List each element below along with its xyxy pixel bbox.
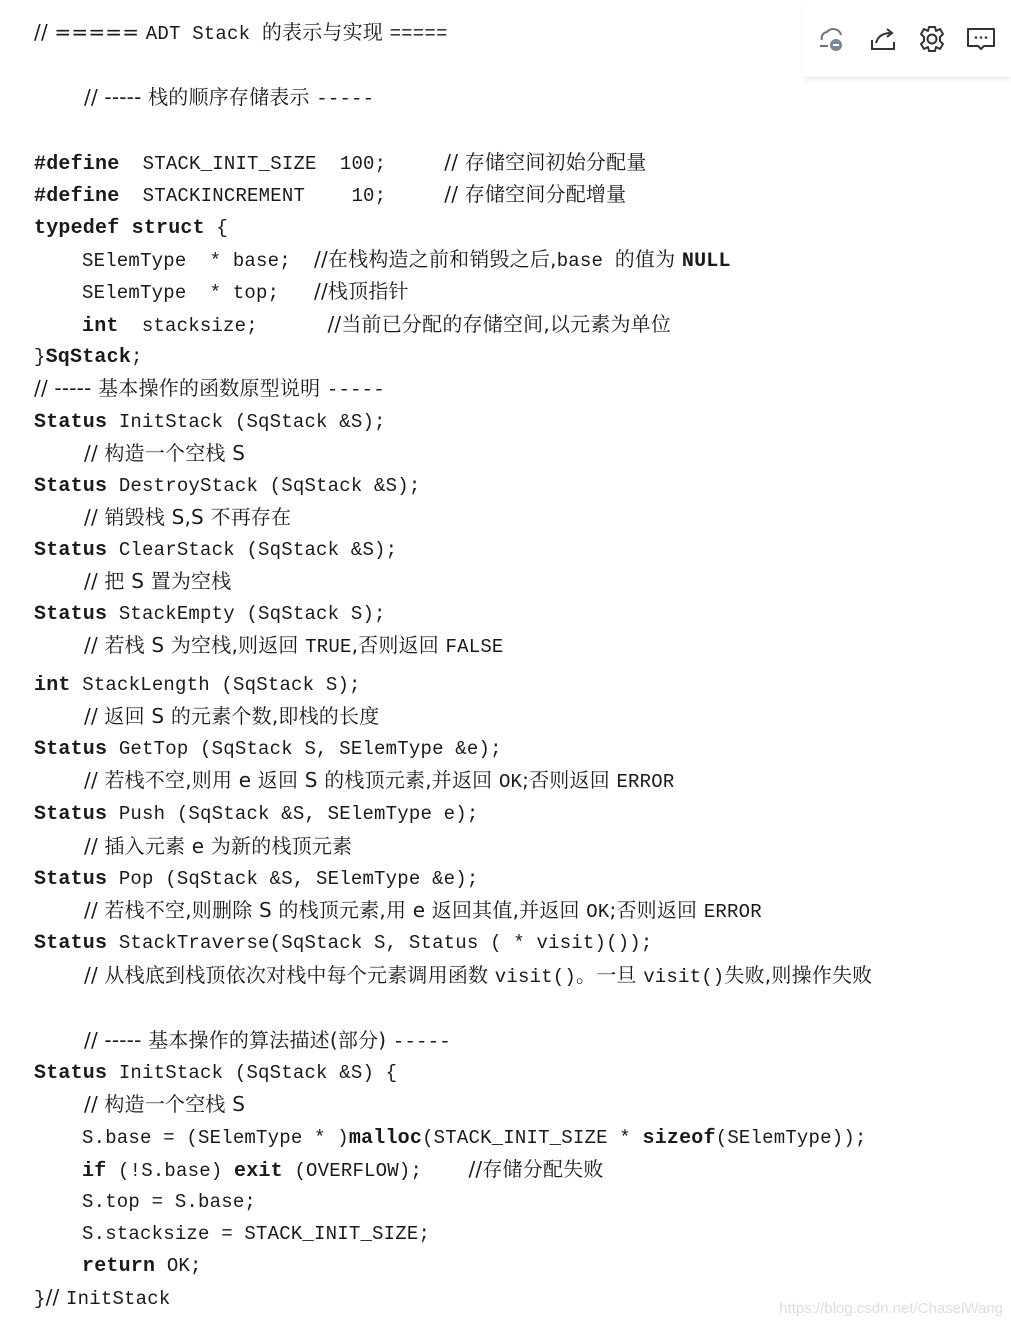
keyword-text: return <box>82 1255 156 1278</box>
comment-text: //当前已分配的存储空间,以元素为单位 <box>327 312 672 336</box>
code-line <box>34 866 478 892</box>
keyword-text: Status <box>34 803 108 826</box>
comment-text: ,否则返回 <box>351 633 446 657</box>
comment-text: //在栈构造之前和销毁之后, <box>314 247 557 271</box>
code-text: ----- <box>316 88 375 110</box>
code-text: GetTop (SqStack S, SElemType &e); <box>107 738 502 760</box>
keyword-text: Status <box>34 1062 108 1085</box>
comment-text: // 若栈不空,则删除 S 的栈顶元素,用 e 返回其值,并返回 <box>84 898 587 922</box>
code-line <box>84 898 762 924</box>
code-text: InitStack <box>66 1288 171 1310</box>
code-text: StackTraverse(SqStack S, Status ( * visit)()); <box>107 932 653 954</box>
code-line <box>34 150 647 177</box>
keyword-text: typedef struct <box>34 217 205 240</box>
code-line <box>84 441 245 466</box>
keyword-text: Status <box>34 738 108 761</box>
comment-text: // 返回 S 的元素个数,即栈的长度 <box>84 704 380 728</box>
code-text: (SElemType)); <box>715 1127 867 1149</box>
keyword-text: #define <box>34 185 120 208</box>
code-text: ----- <box>392 1031 451 1053</box>
code-text: ----- <box>326 379 385 401</box>
code-line <box>34 801 478 827</box>
code-text: InitStack (SqStack &S) { <box>107 1062 398 1084</box>
code-text: } <box>34 346 46 368</box>
code-text: STACK_INIT_SIZE 100; <box>119 153 445 175</box>
comment-text: 的值为 <box>614 247 682 271</box>
code-line <box>34 344 143 370</box>
code-line <box>84 1028 451 1054</box>
comment-text: // 构造一个空栈 S <box>84 441 246 465</box>
code-text: base <box>556 250 615 272</box>
code-line <box>84 768 674 794</box>
code-text: S.stacksize = STACK_INIT_SIZE; <box>82 1223 431 1245</box>
code-text: S.base = (SElemType * ) <box>82 1127 349 1149</box>
comment-text: 失败,则操作失败 <box>724 963 873 987</box>
code-text: S.top = S.base; <box>82 1191 257 1213</box>
code-text: ERROR <box>616 771 675 793</box>
keyword-text: exit <box>234 1160 283 1183</box>
code-text: } <box>34 1288 46 1310</box>
keyword-text: malloc <box>348 1127 423 1150</box>
code-line <box>34 1285 170 1311</box>
comment-text: 的表示与实现 <box>261 20 390 44</box>
code-text: ADT Stack <box>145 23 262 45</box>
comment-text: // 插入元素 e 为新的栈顶元素 <box>84 834 353 858</box>
code-line <box>34 930 653 956</box>
code-line <box>34 473 420 499</box>
comment-text: // ----- <box>34 376 99 400</box>
code-line <box>82 1189 256 1214</box>
comment-text: // 存储空间分配增量 <box>444 182 627 206</box>
code-text: (OVERFLOW); <box>282 1160 469 1182</box>
code-text: FALSE <box>445 636 504 658</box>
code-line <box>84 704 379 729</box>
comment-text: ;否则返回 <box>522 768 617 792</box>
comment-text: 。一旦 <box>576 963 644 987</box>
comment-text: // 从栈底到栈顶依次对栈中每个元素调用函数 <box>84 963 495 987</box>
code-line <box>34 537 397 563</box>
comment-text: 基本操作的函数原型说明 <box>98 376 327 400</box>
keyword-text: if <box>82 1160 107 1183</box>
code-line <box>34 736 502 762</box>
comment-text: // 若栈 S 为空栈,则返回 <box>84 633 306 657</box>
code-text: SElemType * top; <box>82 282 315 304</box>
code-line <box>34 215 228 241</box>
code-line <box>84 569 231 594</box>
keyword-text: Status <box>34 539 108 562</box>
code-line <box>34 20 448 46</box>
keyword-text: int <box>82 315 119 338</box>
keyword-text: Status <box>34 411 108 434</box>
comment-text: // ===== <box>34 20 146 44</box>
code-text: stacksize; <box>118 315 328 337</box>
code-text: SElemType * base; <box>82 250 315 272</box>
code-text: ===== <box>389 23 448 45</box>
code-line <box>84 963 872 989</box>
comment-text: // <box>45 1285 67 1309</box>
code-text: visit() <box>643 966 725 988</box>
keyword-text: NULL <box>681 250 731 273</box>
keyword-text: Status <box>34 932 108 955</box>
code-text: OK <box>586 901 610 923</box>
keyword-text: #define <box>34 153 120 176</box>
comment-text: //栈顶指针 <box>314 279 409 303</box>
code-text: OK <box>498 771 523 793</box>
code-line <box>82 312 671 339</box>
code-line <box>84 505 291 530</box>
code-text: StackEmpty (SqStack S); <box>107 603 386 625</box>
code-text: ; <box>131 346 143 368</box>
code-line <box>84 834 352 859</box>
comment-text: // 把 S 置为空栈 <box>84 569 232 593</box>
comment-text: // 构造一个空栈 S <box>84 1092 246 1116</box>
code-text: InitStack (SqStack &S); <box>107 411 386 433</box>
cloud-offline-icon <box>818 23 850 55</box>
code-line <box>84 1092 245 1117</box>
code-text: ClearStack (SqStack &S); <box>107 539 398 561</box>
code-line <box>34 409 386 435</box>
comment-text: // ----- <box>84 1028 149 1052</box>
comment-text: 基本操作的算法描述(部分) <box>148 1028 393 1052</box>
gear-icon <box>916 23 948 55</box>
code-line <box>34 1060 397 1086</box>
code-text: visit() <box>494 966 577 988</box>
code-text: DestroyStack (SqStack &S); <box>107 475 421 497</box>
code-line <box>82 1253 202 1279</box>
code-text: Push (SqStack &S, SElemType e); <box>107 803 479 825</box>
keyword-text: SqStack <box>45 346 132 369</box>
code-text: ERROR <box>703 901 762 923</box>
cloud-sync-button[interactable] <box>816 21 852 57</box>
share-button[interactable] <box>865 21 901 57</box>
comments-button[interactable] <box>963 21 999 57</box>
code-text: (!S.base) <box>106 1160 235 1182</box>
code-line <box>84 633 504 659</box>
settings-button[interactable] <box>914 21 950 57</box>
code-line <box>34 182 626 209</box>
code-line <box>82 1221 430 1246</box>
comment-text: // 销毁栈 S,S 不再存在 <box>84 505 292 529</box>
code-line <box>84 85 374 111</box>
code-text: OK; <box>155 1255 202 1277</box>
floating-toolbar <box>803 0 1011 78</box>
comment-text: // ----- <box>84 85 149 109</box>
code-text: StackLength (SqStack S); <box>70 674 361 696</box>
code-line <box>82 279 409 305</box>
code-text: (STACK_INIT_SIZE * <box>422 1127 643 1149</box>
keyword-text: Status <box>34 603 108 626</box>
keyword-text: Status <box>34 475 108 498</box>
code-text: TRUE <box>305 636 352 658</box>
code-line <box>34 672 361 698</box>
watermark: https://blog.csdn.net/ChaselWang <box>779 1300 1003 1317</box>
code-line <box>82 1125 867 1151</box>
code-line <box>82 1157 604 1184</box>
code-text: { <box>204 217 229 239</box>
comment-text: //存储分配失败 <box>468 1157 604 1181</box>
keyword-text: int <box>34 674 71 697</box>
code-line <box>34 376 385 402</box>
code-text: Pop (SqStack &S, SElemType &e); <box>107 868 479 890</box>
comment-icon <box>965 23 997 55</box>
share-icon <box>867 23 899 55</box>
comment-text: // 存储空间初始分配量 <box>444 150 647 174</box>
comment-text: ;否则返回 <box>609 898 704 922</box>
code-line <box>34 601 386 627</box>
comment-text: 栈的顺序存储表示 <box>148 85 317 109</box>
code-line <box>82 247 731 274</box>
keyword-text: sizeof <box>642 1127 716 1150</box>
keyword-text: Status <box>34 868 108 891</box>
code-text: STACKINCREMENT 10; <box>119 185 445 207</box>
comment-text: // 若栈不空,则用 e 返回 S 的栈顶元素,并返回 <box>84 768 499 792</box>
